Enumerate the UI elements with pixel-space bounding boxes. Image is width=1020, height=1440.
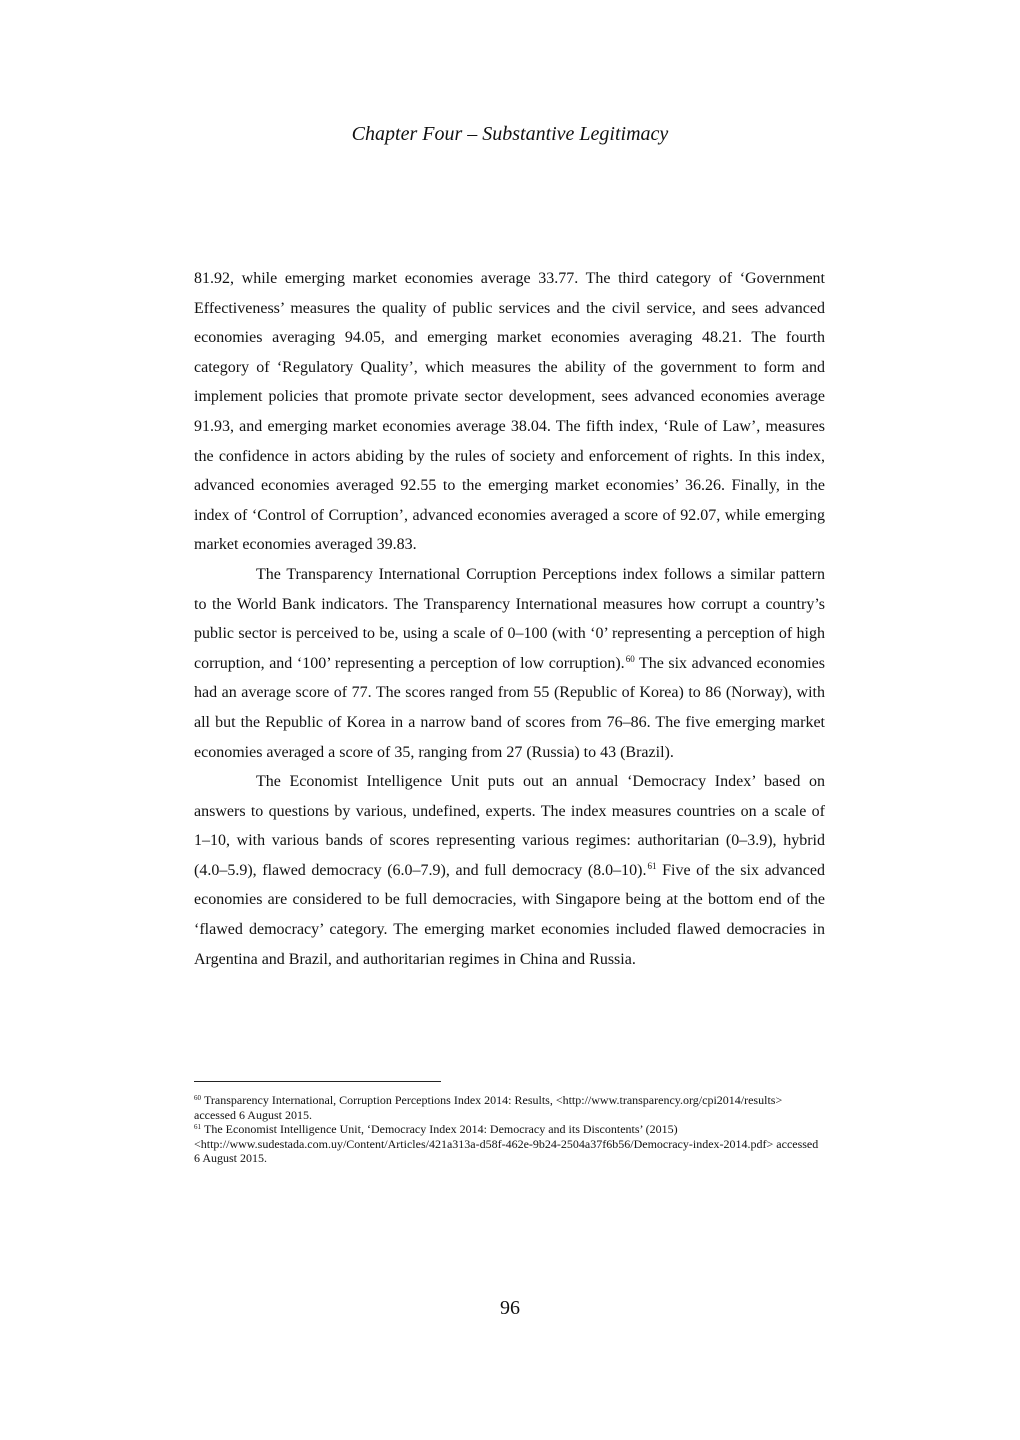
footnotes bbox=[194, 1093, 825, 1166]
page-number: 96 bbox=[500, 1297, 520, 1319]
footnote-text: The Economist Intelligence Unit, ‘Democracy Index 2014: Democracy and its Discontents’ (2015) <http://www.sudestada.com.uy/Content/Articles/421a313a-d58f-462e-9b24-2504a37f6b56/Democracy-index-2014.pdf> accessed 6 August 2015. bbox=[194, 1122, 819, 1165]
paragraph-3-text-a: The Economist Intelligence Unit puts out an annual ‘Democracy Index’ based on answers to questions by various, undefined, experts. The index measures countries on a scale of 1–10, with various bands of scores representing various regimes: authoritarian (0–3.9), hybrid (4.0–5.9), flawed democracy (6.0–7.9), and full democracy (8.0–10). bbox=[194, 773, 825, 879]
paragraph-1: 81.92, while emerging market economies average 33.77. The third category of ‘Government Effectiveness’ measures the quality of public services and the civil service, and sees advanced economies averaging 94.05, and emerging market economies averaging 48.21. The fourth category of ‘Regulatory Quality’, which measures the ability of the government to form and implement policies that promote private sector development, sees advanced economies average 91.93, and emerging market economies average 38.04. The fifth index, ‘Rule of Law’, measures the confidence in actors abiding by the rules of society and enforcement of rights. In this index, advanced economies averaged 92.55 to the emerging market economies’ 36.26. Finally, in the index of ‘Control of Corruption’, advanced economies averaged a score of 92.07, while emerging market economies averaged 39.83. bbox=[194, 270, 825, 554]
footnote-divider bbox=[194, 1081, 441, 1082]
footnote-number: 60 bbox=[194, 1094, 201, 1102]
running-header: Chapter Four – Substantive Legitimacy bbox=[351, 123, 669, 145]
footnote-ref-61: 61 bbox=[647, 860, 657, 871]
paragraph-2-text-b: The six advanced economies had an average score of 77. The scores ranged from 55 (Republic of Korea) to 86 (Norway), with all but the Republic of Korea in a narrow band of scores from 76–86. The five emerging market economies averaged a score of 35, ranging from 27 (Russia) to 43 (Brazil). bbox=[194, 654, 825, 761]
paragraph-3 bbox=[194, 767, 825, 974]
footnote-61 bbox=[194, 1122, 825, 1166]
paragraph-3-text-b: Five of the six advanced economies are considered to be full democracies, with Singapore being at the bottom end of the ‘flawed democracy’ category. The emerging market economies included flawed democracies in Argentina and Brazil, and authoritarian regimes in China and Russia. bbox=[194, 861, 825, 968]
paragraph-2-text-a: The Transparency International Corruption Perceptions index follows a similar pattern to the World Bank indicators. The Transparency International measures how corrupt a country’s public sector is perceived to be, using a scale of 0–100 (with ‘0’ representing a perception of high corruption, and ‘100’ representing a perception of low corruption). bbox=[194, 565, 825, 672]
footnote-text: Transparency International, Corruption Perceptions Index 2014: Results, <http://www.transparency.org/cpi2014/results> accessed 6 August 2015. bbox=[194, 1093, 783, 1122]
paragraph-2 bbox=[194, 560, 825, 767]
footnote-ref-60: 60 bbox=[625, 653, 635, 664]
main-text bbox=[194, 264, 825, 974]
footnote-number: 61 bbox=[194, 1123, 201, 1131]
footnote-60 bbox=[194, 1093, 825, 1122]
